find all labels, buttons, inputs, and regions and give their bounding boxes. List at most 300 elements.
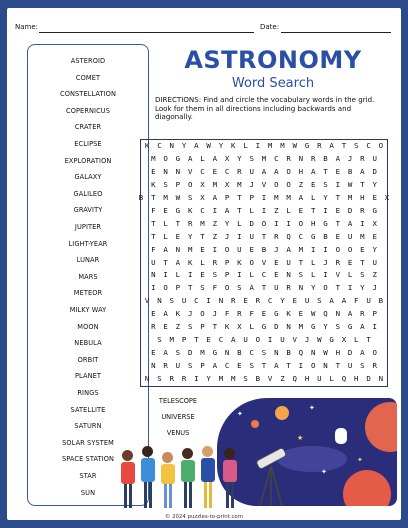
grid-letter[interactable]: K (151, 179, 156, 189)
grid-letter[interactable]: Q (341, 374, 347, 384)
grid-letter[interactable]: P (175, 283, 181, 293)
grid-letter[interactable]: I (286, 218, 291, 228)
grid-letter[interactable]: M (347, 192, 353, 202)
grid-letter[interactable]: O (224, 283, 230, 293)
grid-letter[interactable]: E (175, 231, 181, 241)
grid-letter[interactable]: C (194, 296, 199, 306)
grid-letter[interactable]: S (175, 348, 181, 358)
grid-letter[interactable]: C (366, 141, 371, 150)
grid-letter[interactable]: E (163, 322, 168, 332)
grid-letter[interactable]: M (151, 153, 156, 163)
grid-letter[interactable]: P (200, 361, 205, 371)
grid-letter[interactable]: D (347, 205, 353, 215)
grid-letter[interactable]: Q (298, 348, 304, 358)
grid-letter[interactable]: K (144, 141, 150, 150)
grid-letter[interactable]: A (310, 166, 316, 176)
grid-letter[interactable]: R (181, 374, 187, 384)
grid-letter[interactable]: D (366, 374, 371, 384)
grid-letter[interactable]: S (249, 153, 254, 163)
grid-letter[interactable]: W (347, 179, 353, 189)
grid-letter[interactable]: A (261, 166, 267, 176)
grid-letter[interactable]: P (224, 192, 230, 202)
grid-letter[interactable]: L (249, 322, 254, 332)
grid-letter[interactable]: I (323, 244, 328, 254)
grid-letter[interactable]: Z (372, 270, 377, 280)
grid-letter[interactable]: N (298, 153, 304, 163)
grid-letter[interactable]: L (175, 270, 181, 280)
grid-letter[interactable]: C (249, 348, 254, 358)
grid-letter[interactable]: U (286, 257, 291, 267)
grid-letter[interactable]: I (323, 270, 328, 280)
grid-letter[interactable]: Y (218, 141, 224, 150)
grid-letter[interactable]: E (298, 205, 304, 215)
grid-letter[interactable]: V (187, 166, 193, 176)
grid-letter[interactable]: P (372, 309, 377, 319)
grid-letter[interactable]: O (372, 348, 377, 358)
grid-letter[interactable]: G (347, 322, 353, 332)
grid-letter[interactable]: G (372, 205, 377, 215)
grid-letter[interactable]: X (341, 335, 347, 345)
grid-letter[interactable]: V (267, 374, 273, 384)
grid-letter[interactable]: Y (206, 374, 211, 384)
grid-letter[interactable]: N (151, 270, 156, 280)
grid-letter[interactable]: I (212, 205, 218, 215)
grid-letter[interactable]: N (144, 374, 150, 384)
grid-letter[interactable]: D (249, 218, 254, 228)
grid-letter[interactable]: I (360, 218, 365, 228)
grid-letter[interactable]: T (151, 218, 156, 228)
grid-letter[interactable]: L (249, 205, 254, 215)
grid-letter[interactable]: L (329, 374, 334, 384)
grid-letter[interactable]: I (274, 218, 279, 228)
grid-letter[interactable]: I (298, 361, 304, 371)
grid-letter[interactable]: Z (212, 231, 218, 241)
grid-letter[interactable]: O (224, 244, 230, 254)
grid-letter[interactable]: G (323, 218, 328, 228)
grid-letter[interactable]: N (286, 322, 291, 332)
grid-letter[interactable]: T (341, 141, 347, 150)
grid-letter[interactable]: M (280, 141, 285, 150)
grid-letter[interactable]: S (200, 283, 205, 293)
grid-letter[interactable]: A (212, 361, 218, 371)
grid-letter[interactable]: Y (323, 192, 328, 202)
grid-letter[interactable]: S (187, 322, 193, 332)
grid-letter[interactable]: O (378, 141, 384, 150)
grid-letter[interactable]: N (175, 244, 181, 254)
grid-letter[interactable]: E (274, 257, 279, 267)
grid-letter[interactable]: S (317, 296, 322, 306)
grid-letter[interactable]: A (163, 244, 168, 254)
grid-letter[interactable]: E (200, 270, 205, 280)
grid-letter[interactable]: U (280, 335, 285, 345)
grid-letter[interactable]: A (347, 309, 353, 319)
grid-letter[interactable]: S (243, 374, 248, 384)
grid-letter[interactable]: G (175, 205, 181, 215)
grid-letter[interactable]: L (163, 231, 168, 241)
grid-letter[interactable]: N (157, 296, 162, 306)
grid-letter[interactable]: E (310, 179, 316, 189)
grid-letter[interactable]: I (237, 231, 242, 241)
grid-letter[interactable]: I (323, 205, 328, 215)
grid-letter[interactable]: W (310, 309, 316, 319)
grid-letter[interactable]: S (323, 179, 328, 189)
grid-letter[interactable]: K (231, 141, 236, 150)
grid-letter[interactable]: J (347, 153, 353, 163)
grid-letter[interactable]: E (274, 270, 279, 280)
grid-letter[interactable]: E (243, 296, 248, 306)
grid-letter[interactable]: T (335, 192, 341, 202)
grid-letter[interactable]: M (274, 192, 279, 202)
grid-letter[interactable]: L (163, 218, 168, 228)
grid-letter[interactable]: D (274, 322, 279, 332)
grid-letter[interactable]: R (317, 141, 322, 150)
grid-letter[interactable]: N (274, 348, 279, 358)
grid-letter[interactable]: E (151, 166, 156, 176)
grid-letter[interactable]: L (354, 335, 359, 345)
grid-letter[interactable]: X (384, 192, 390, 202)
grid-letter[interactable]: T (366, 335, 371, 345)
grid-letter[interactable]: C (267, 296, 273, 306)
grid-letter[interactable]: V (144, 296, 150, 306)
grid-letter[interactable]: A (335, 153, 341, 163)
grid-letter[interactable]: H (298, 166, 304, 176)
grid-letter[interactable]: D (187, 348, 193, 358)
grid-letter[interactable]: L (200, 257, 205, 267)
grid-letter[interactable]: L (310, 270, 316, 280)
grid-letter[interactable]: A (329, 141, 334, 150)
grid-letter[interactable]: L (249, 270, 254, 280)
grid-letter[interactable]: N (224, 348, 230, 358)
grid-letter[interactable]: V (335, 270, 341, 280)
grid-letter[interactable]: X (200, 179, 205, 189)
grid-letter[interactable]: M (200, 348, 205, 358)
grid-letter[interactable]: Z (280, 374, 285, 384)
grid-letter[interactable]: B (323, 231, 328, 241)
grid-letter[interactable]: Y (181, 141, 187, 150)
grid-letter[interactable]: A (286, 244, 291, 254)
grid-letter[interactable]: S (169, 296, 174, 306)
grid-letter[interactable]: I (194, 374, 199, 384)
grid-letter[interactable]: K (237, 257, 242, 267)
grid-letter[interactable]: O (255, 335, 261, 345)
grid-letter[interactable]: T (335, 218, 341, 228)
grid-letter[interactable]: J (304, 335, 310, 345)
grid-letter[interactable]: T (212, 322, 218, 332)
grid-letter[interactable]: S (360, 361, 365, 371)
grid-letter[interactable]: E (212, 166, 218, 176)
grid-letter[interactable]: R (274, 231, 279, 241)
grid-letter[interactable]: E (335, 166, 341, 176)
grid-letter[interactable]: Z (298, 179, 304, 189)
grid-letter[interactable]: S (298, 270, 304, 280)
grid-letter[interactable]: A (274, 361, 279, 371)
grid-letter[interactable]: O (200, 309, 205, 319)
grid-letter[interactable]: N (378, 374, 384, 384)
grid-letter[interactable]: Y (310, 283, 316, 293)
grid-letter[interactable]: R (286, 283, 291, 293)
grid-letter[interactable]: A (347, 218, 353, 228)
grid-letter[interactable]: J (212, 309, 218, 319)
grid-letter[interactable]: M (286, 192, 291, 202)
grid-letter[interactable]: R (255, 296, 261, 306)
grid-letter[interactable]: I (151, 283, 156, 293)
grid-letter[interactable]: F (249, 309, 254, 319)
grid-letter[interactable]: T (261, 283, 267, 293)
grid-letter[interactable]: A (194, 141, 199, 150)
grid-letter[interactable]: P (224, 270, 230, 280)
grid-letter[interactable]: R (360, 309, 365, 319)
grid-letter[interactable]: R (360, 153, 365, 163)
grid-letter[interactable]: L (310, 192, 316, 202)
grid-letter[interactable]: U (249, 231, 254, 241)
grid-letter[interactable]: U (274, 283, 279, 293)
grid-letter[interactable]: X (372, 218, 377, 228)
grid-letter[interactable]: T (335, 283, 341, 293)
grid-letter[interactable]: T (175, 218, 181, 228)
grid-letter[interactable]: E (163, 205, 168, 215)
grid-letter[interactable]: N (175, 166, 181, 176)
grid-letter[interactable]: G (304, 141, 310, 150)
grid-letter[interactable]: H (335, 348, 341, 358)
grid-letter[interactable]: U (237, 244, 242, 254)
grid-letter[interactable]: M (200, 218, 205, 228)
grid-letter[interactable]: U (181, 296, 187, 306)
grid-letter[interactable]: S (261, 348, 267, 358)
name-field-line[interactable] (39, 32, 254, 33)
grid-letter[interactable]: A (298, 192, 304, 202)
grid-letter[interactable]: J (187, 309, 193, 319)
grid-letter[interactable]: X (200, 192, 205, 202)
grid-letter[interactable]: C (224, 361, 230, 371)
grid-letter[interactable]: U (366, 296, 371, 306)
grid-letter[interactable]: I (347, 283, 353, 293)
grid-letter[interactable]: N (310, 348, 316, 358)
grid-letter[interactable]: T (151, 192, 156, 202)
grid-letter[interactable]: G (329, 335, 334, 345)
grid-letter[interactable]: I (267, 335, 273, 345)
grid-letter[interactable]: U (151, 257, 156, 267)
grid-letter[interactable]: R (212, 257, 218, 267)
grid-letter[interactable]: G (310, 231, 316, 241)
grid-letter[interactable]: N (298, 283, 304, 293)
grid-letter[interactable]: D (347, 348, 353, 358)
grid-letter[interactable]: Z (274, 205, 279, 215)
grid-letter[interactable]: C (298, 231, 304, 241)
grid-letter[interactable]: M (298, 244, 304, 254)
grid-letter[interactable]: M (218, 374, 224, 384)
grid-letter[interactable]: Y (372, 179, 377, 189)
grid-letter[interactable]: I (310, 244, 316, 254)
grid-letter[interactable]: E (347, 257, 353, 267)
grid-letter[interactable]: H (360, 192, 365, 202)
grid-letter[interactable]: B (255, 374, 261, 384)
grid-letter[interactable]: F (224, 309, 230, 319)
grid-letter[interactable]: A (341, 296, 347, 306)
grid-letter[interactable]: M (231, 374, 236, 384)
grid-letter[interactable]: A (163, 309, 168, 319)
grid-letter[interactable]: T (298, 257, 304, 267)
grid-letter[interactable]: F (354, 296, 359, 306)
grid-letter[interactable]: L (237, 218, 242, 228)
grid-letter[interactable]: X (237, 322, 242, 332)
grid-letter[interactable]: Y (360, 283, 365, 293)
grid-letter[interactable]: U (317, 374, 322, 384)
grid-letter[interactable]: C (200, 205, 205, 215)
grid-letter[interactable]: T (261, 361, 267, 371)
grid-letter[interactable]: E (249, 244, 254, 254)
grid-letter[interactable]: A (360, 348, 365, 358)
grid-letter[interactable]: E (372, 192, 377, 202)
grid-letter[interactable]: T (360, 179, 365, 189)
grid-letter[interactable]: Y (224, 218, 230, 228)
grid-letter[interactable]: L (347, 270, 353, 280)
grid-letter[interactable]: I (187, 270, 193, 280)
grid-letter[interactable]: Y (280, 296, 285, 306)
grid-letter[interactable]: O (286, 166, 291, 176)
grid-letter[interactable]: G (212, 348, 218, 358)
grid-letter[interactable]: I (372, 322, 377, 332)
grid-letter[interactable]: S (237, 283, 242, 293)
grid-letter[interactable]: E (360, 244, 365, 254)
grid-letter[interactable]: R (286, 153, 291, 163)
grid-letter[interactable]: F (151, 244, 156, 254)
grid-letter[interactable]: S (360, 270, 365, 280)
grid-letter[interactable]: A (360, 322, 365, 332)
grid-letter[interactable]: S (163, 179, 168, 189)
grid-letter[interactable]: Q (286, 231, 291, 241)
grid-letter[interactable]: W (175, 192, 181, 202)
grid-letter[interactable]: J (323, 257, 328, 267)
grid-letter[interactable]: P (181, 335, 187, 345)
grid-letter[interactable]: J (224, 231, 230, 241)
grid-letter[interactable]: T (261, 231, 267, 241)
grid-letter[interactable]: X (224, 179, 230, 189)
grid-letter[interactable]: B (323, 153, 328, 163)
grid-letter[interactable]: J (249, 179, 254, 189)
grid-letter[interactable]: G (274, 309, 279, 319)
grid-letter[interactable]: A (360, 166, 365, 176)
grid-letter[interactable]: I (237, 270, 242, 280)
grid-letter[interactable]: E (200, 244, 205, 254)
grid-letter[interactable]: K (224, 322, 230, 332)
grid-letter[interactable]: T (163, 257, 168, 267)
grid-letter[interactable]: T (237, 192, 242, 202)
grid-letter[interactable]: T (151, 231, 156, 241)
grid-letter[interactable]: S (212, 270, 218, 280)
grid-letter[interactable]: S (249, 361, 254, 371)
grid-letter[interactable]: N (151, 361, 156, 371)
grid-letter[interactable]: Q (323, 309, 328, 319)
grid-letter[interactable]: Z (175, 322, 181, 332)
grid-letter[interactable]: R (231, 296, 236, 306)
grid-letter[interactable]: I (261, 205, 267, 215)
grid-letter[interactable]: T (200, 231, 205, 241)
grid-letter[interactable]: U (304, 296, 310, 306)
grid-letter[interactable]: G (310, 322, 316, 332)
grid-letter[interactable]: E (292, 296, 297, 306)
grid-letter[interactable]: I (261, 192, 267, 202)
grid-letter[interactable]: W (206, 141, 211, 150)
grid-letter[interactable]: P (249, 192, 254, 202)
grid-letter[interactable]: J (274, 244, 279, 254)
grid-letter[interactable]: P (175, 179, 181, 189)
grid-letter[interactable]: F (212, 283, 218, 293)
grid-letter[interactable]: T (360, 257, 365, 267)
grid-letter[interactable]: T (286, 361, 291, 371)
grid-letter[interactable]: N (286, 270, 291, 280)
grid-letter[interactable]: D (372, 166, 377, 176)
grid-letter[interactable]: M (237, 179, 242, 189)
grid-letter[interactable]: R (187, 218, 193, 228)
grid-letter[interactable]: I (206, 296, 211, 306)
grid-letter[interactable]: V (261, 257, 267, 267)
grid-letter[interactable]: L (200, 153, 205, 163)
grid-letter[interactable]: A (175, 257, 181, 267)
grid-letter[interactable]: T (323, 166, 328, 176)
grid-letter[interactable]: A (231, 335, 236, 345)
grid-letter[interactable]: J (372, 283, 377, 293)
grid-letter[interactable]: P (200, 322, 205, 332)
grid-letter[interactable]: A (163, 348, 168, 358)
grid-letter[interactable]: E (261, 309, 267, 319)
grid-letter[interactable]: M (261, 153, 267, 163)
grid-letter[interactable]: R (237, 166, 242, 176)
grid-letter[interactable]: N (323, 361, 328, 371)
grid-letter[interactable]: C (218, 335, 224, 345)
grid-letter[interactable]: V (261, 179, 267, 189)
grid-letter[interactable]: I (255, 141, 261, 150)
grid-letter[interactable]: K (175, 309, 181, 319)
grid-letter[interactable]: S (187, 192, 193, 202)
grid-letter[interactable]: N (335, 309, 341, 319)
grid-letter[interactable]: Y (187, 231, 193, 241)
grid-letter[interactable]: L (243, 141, 248, 150)
grid-letter[interactable]: B (138, 192, 144, 202)
grid-letter[interactable]: B (378, 296, 384, 306)
grid-letter[interactable]: M (187, 244, 193, 254)
grid-letter[interactable]: M (298, 322, 304, 332)
grid-letter[interactable]: E (372, 231, 377, 241)
grid-letter[interactable]: U (175, 361, 181, 371)
grid-letter[interactable]: A (224, 205, 230, 215)
grid-letter[interactable]: O (335, 244, 341, 254)
grid-letter[interactable]: A (329, 296, 334, 306)
grid-letter[interactable]: T (237, 205, 242, 215)
grid-letter[interactable]: O (274, 179, 279, 189)
grid-letter[interactable]: H (304, 374, 310, 384)
grid-letter[interactable]: Q (292, 374, 297, 384)
date-field-line[interactable] (281, 32, 391, 33)
grid-letter[interactable]: G (175, 153, 181, 163)
grid-letter[interactable]: B (237, 348, 242, 358)
grid-letter[interactable]: T (335, 361, 341, 371)
grid-letter[interactable]: L (286, 205, 291, 215)
grid-letter[interactable]: N (163, 166, 168, 176)
grid-letter[interactable]: B (261, 244, 267, 254)
grid-letter[interactable]: O (187, 179, 193, 189)
grid-letter[interactable]: I (212, 244, 218, 254)
grid-letter[interactable]: K (286, 309, 291, 319)
grid-letter[interactable]: A (212, 192, 218, 202)
grid-letter[interactable]: E (237, 361, 242, 371)
grid-letter[interactable]: N (218, 296, 224, 306)
grid-letter[interactable]: V (292, 335, 297, 345)
grid-letter[interactable]: T (310, 205, 316, 215)
grid-letter[interactable]: E (298, 309, 304, 319)
grid-letter[interactable]: E (335, 205, 341, 215)
grid-letter[interactable]: P (224, 257, 230, 267)
grid-letter[interactable]: Z (212, 218, 218, 228)
